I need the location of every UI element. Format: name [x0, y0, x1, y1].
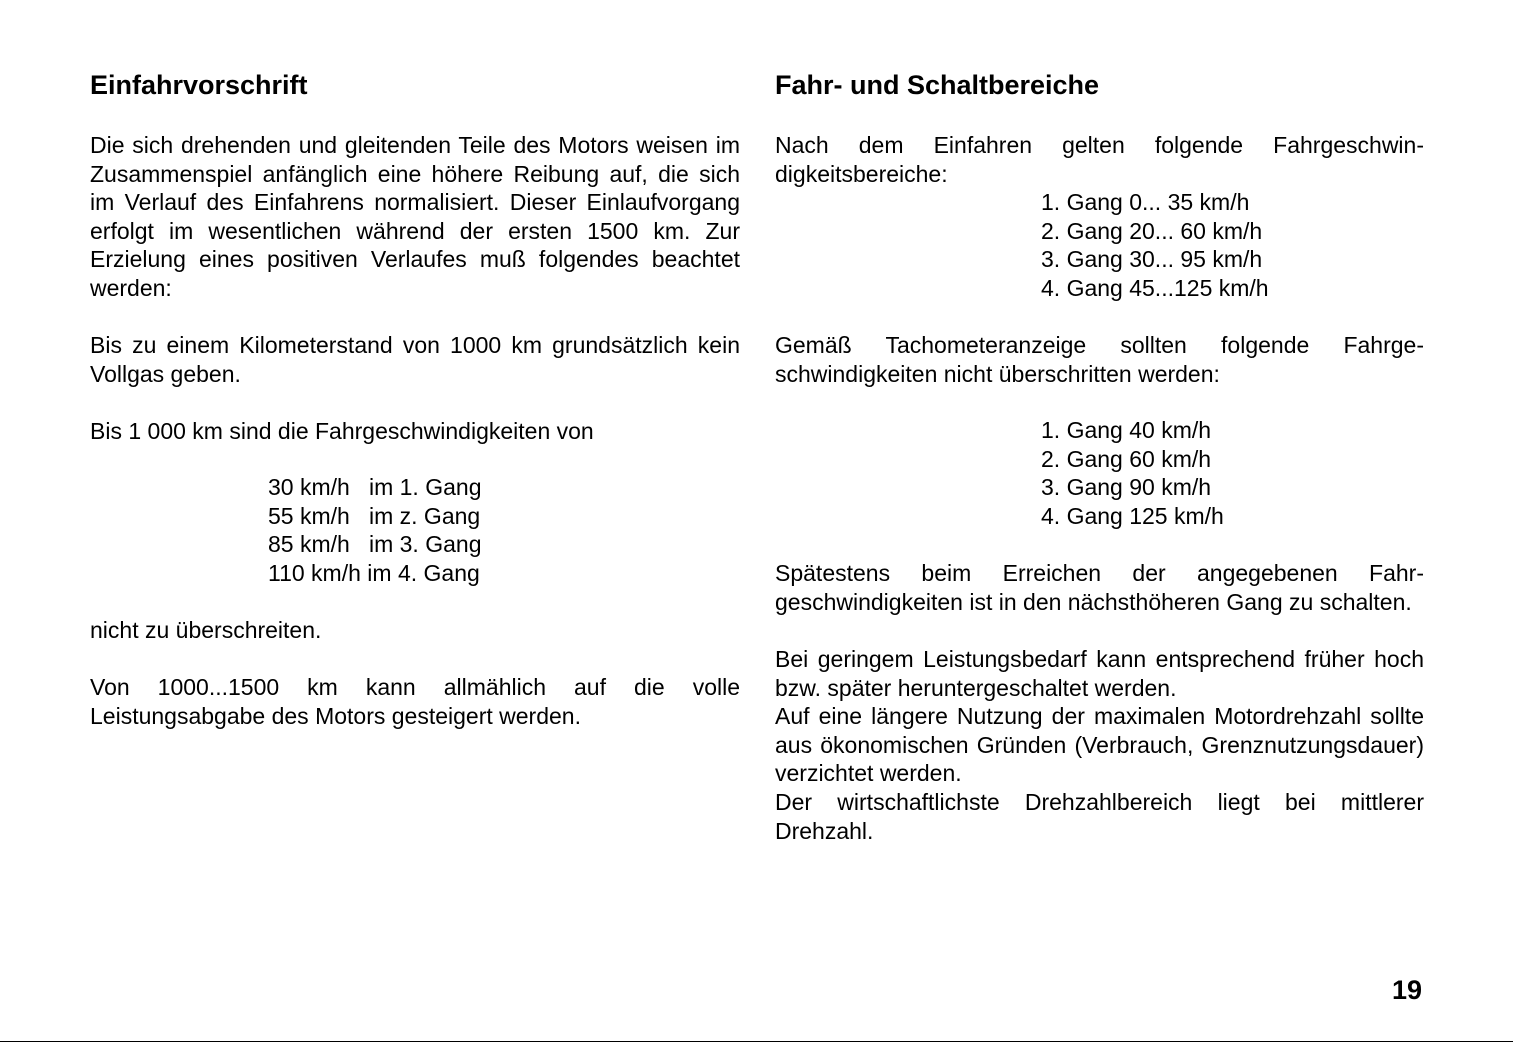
paragraph-vollgas: Bis zu einem Kilometerstand von 1000 km grundsätzlich kein Vollgas geben. — [90, 332, 740, 387]
gear-range-list — [1041, 188, 1269, 302]
paragraph-einlauf: Die sich drehenden und gleitenden Teile des Motors weisen im Zusammenspiel anfänglich eine höhere Reibung auf, die sich im Verlauf des Einfahrens normalisiert. Dieser Einlaufvorgang erfolgt im wesentlichen während der ersten 1500 km. Zur Erzielung eines positiven Verlaufes muß folgendes beachtet werden: — [90, 132, 740, 301]
paragraph-max-rpm: Auf eine längere Nutzung der maximalen Motordrehzahl sollte aus ökonomischen Gründen (Verbrauch, Grenznutzungsdauer) verzichtet werden. — [775, 703, 1424, 787]
list-item: 3. Gang 30... 95 km/h — [1041, 246, 1263, 273]
max-speed-list — [1041, 416, 1224, 530]
list-item: 3. Gang 90 km/h — [1041, 474, 1212, 501]
paragraph-low-demand: Bei geringem Leistungsbedarf kann entsprechend früher hoch bzw. später heruntergeschaltet werden. — [775, 646, 1424, 701]
page-number: 19 — [1391, 975, 1422, 1005]
heading-fahr-schaltbereiche: Fahr- und Schaltbereiche — [775, 70, 1100, 100]
list-item: 30 km/h im 1. Gang — [268, 474, 482, 500]
paragraph-tachometer: Gemäß Tachometeranzeige sollten folgende Fahrge-schwindigkeiten nicht überschritten werden: — [775, 332, 1424, 387]
paragraph-speed-intro: Bis 1 000 km sind die Fahrgeschwindigkeiten von — [90, 418, 594, 444]
list-item: 1. Gang 40 km/h — [1041, 417, 1212, 443]
list-item: 4. Gang 45...125 km/h — [1041, 274, 1269, 301]
list-item: 110 km/h im 4. Gang — [268, 559, 480, 586]
paragraph-not-exceed: nicht zu überschreiten. — [90, 617, 322, 643]
list-item: 85 km/h im 3. Gang — [268, 531, 482, 558]
list-item: 2. Gang 20... 60 km/h — [1041, 217, 1263, 244]
list-item: 55 km/h im z. Gang — [268, 502, 481, 529]
list-item: 1. Gang 0... 35 km/h — [1041, 189, 1250, 215]
paragraph-economical-rpm: Der wirtschaftlichste Drehzahlbereich liegt bei mittlerer Drehzahl. — [775, 789, 1424, 844]
list-item: 2. Gang 60 km/h — [1041, 445, 1212, 472]
speed-limit-list — [268, 473, 481, 587]
page-bottom-rule — [0, 1041, 1513, 1042]
paragraph-speed-ranges-intro: Nach dem Einfahren gelten folgende Fahrgeschwin-digkeitsbereiche: — [775, 132, 1424, 187]
paragraph-shift-up: Spätestens beim Erreichen der angegebenen Fahr-geschwindigkeiten ist in den nächsthöheren Gang zu schalten. — [775, 560, 1424, 615]
paragraph-full-power: Von 1000...1500 km kann allmählich auf die volle Leistungsabgabe des Motors gesteigert werden. — [90, 674, 740, 729]
heading-einfahrvorschrift: Einfahrvorschrift — [90, 70, 308, 100]
list-item: 4. Gang 125 km/h — [1041, 502, 1224, 529]
